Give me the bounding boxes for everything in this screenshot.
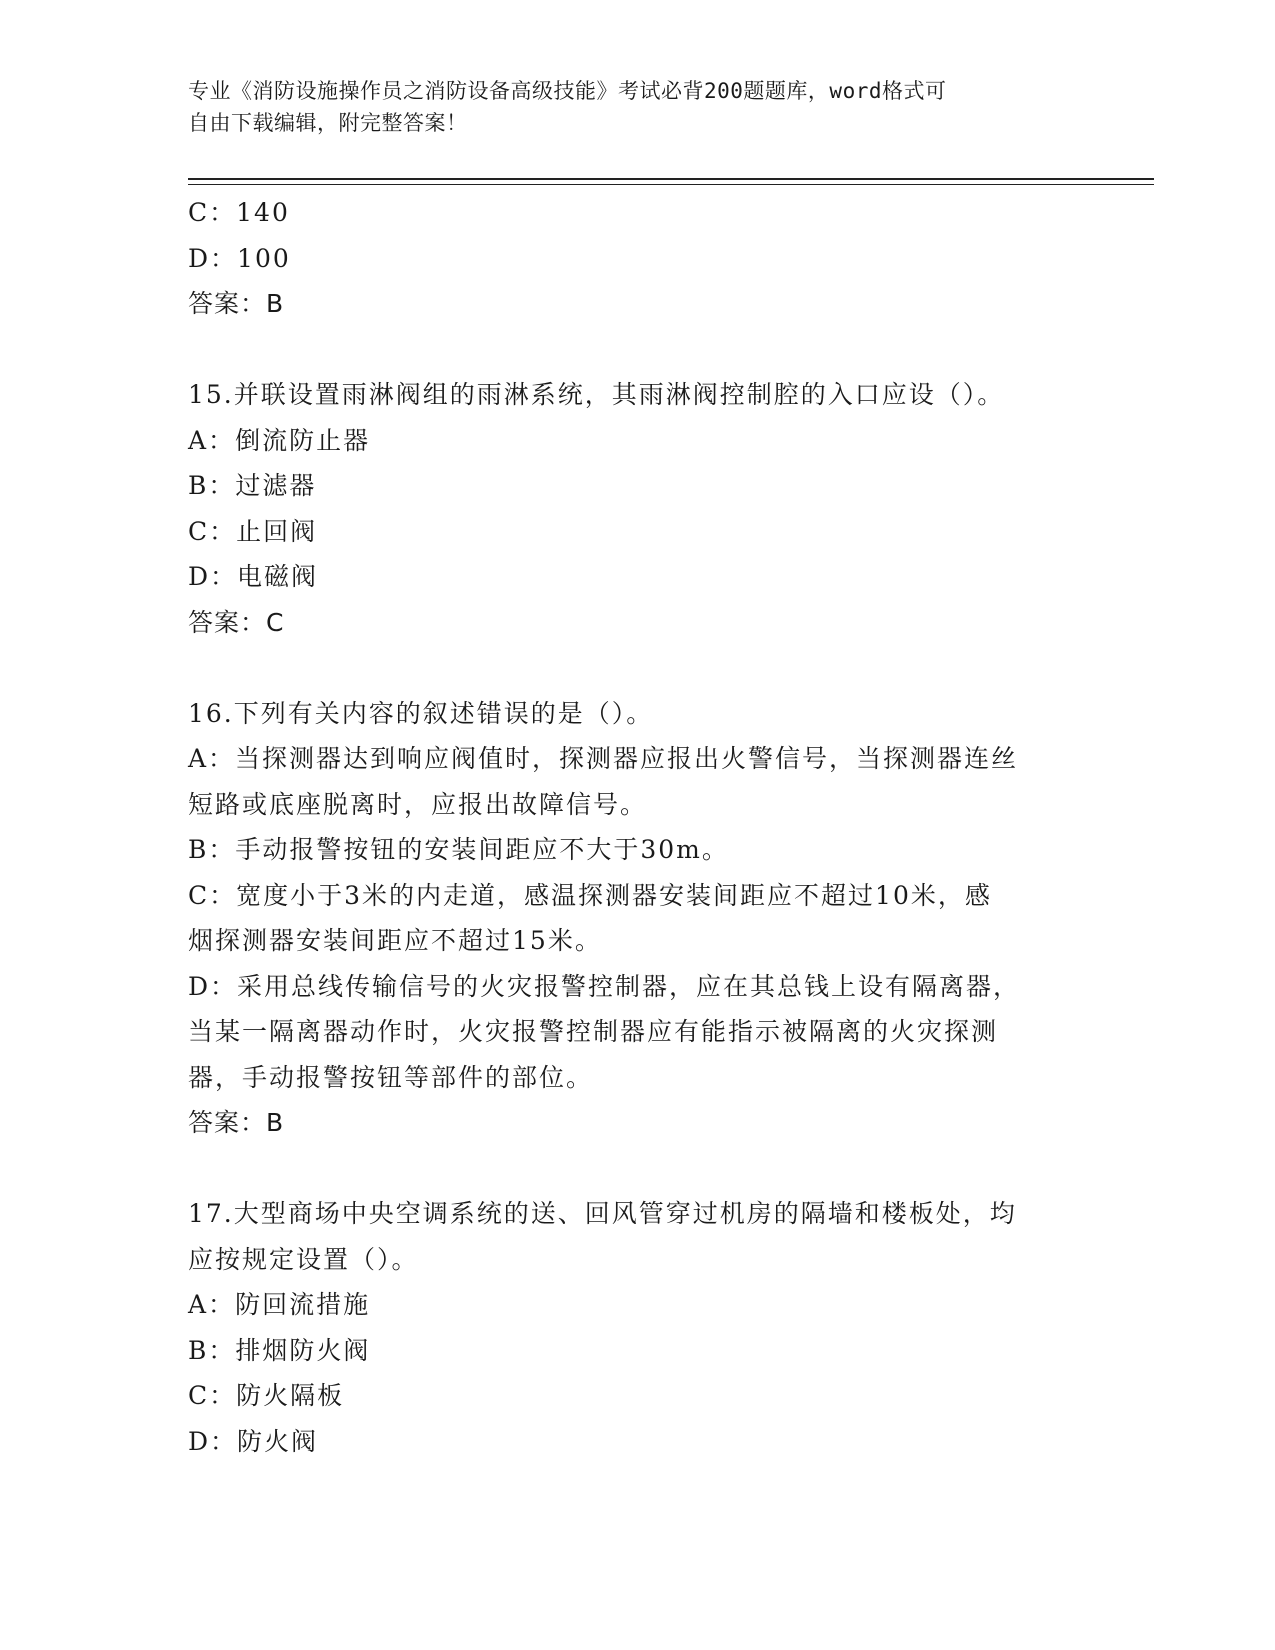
- header-line-2: 自由下载编辑，附完整答案！: [188, 111, 468, 135]
- question-stem-line-2: 应按规定设置（）。: [188, 1244, 419, 1274]
- option-c-line-2: 烟探测器安装间距应不超过15米。: [188, 926, 602, 955]
- question-prev: [188, 190, 1078, 327]
- option-a-line-2: 短路或底座脱离时，应报出故障信号。: [188, 789, 648, 819]
- option-d: D：防火阀: [188, 1426, 319, 1456]
- option-b: B：手动报警按钮的安装间距应不大于30m。: [188, 835, 729, 864]
- option-c-line-1: C：宽度小于3米的内走道，感温探测器安装间距应不超过10米，感: [188, 880, 992, 910]
- option-b: B：排烟防火阀: [188, 1335, 371, 1365]
- question-stem: 15.并联设置雨淋阀组的雨淋系统，其雨淋阀控制腔的入口应设（）。: [188, 380, 1005, 409]
- option-a: A：倒流防止器: [188, 425, 371, 455]
- option-c: C：止回阀: [188, 516, 318, 546]
- option-d-line-3: 器，手动报警按钮等部件的部位。: [188, 1062, 594, 1092]
- option-b: B：过滤器: [188, 471, 317, 500]
- question-16: [188, 691, 1078, 1146]
- option-c: C：防火隔板: [188, 1381, 345, 1410]
- question-15: [188, 372, 1078, 645]
- option-d: D：电磁阀: [188, 562, 319, 591]
- answer: 答案：B: [188, 289, 285, 318]
- answer: 答案：B: [188, 1108, 285, 1137]
- option-d-line-2: 当某一隔离器动作时，火灾报警控制器应有能指示被隔离的火灾探测: [188, 1017, 999, 1046]
- option-a: A：防回流措施: [188, 1290, 371, 1319]
- question-17: [188, 1191, 1078, 1464]
- option-d: D：100: [188, 243, 291, 273]
- document-body: [188, 190, 1078, 1464]
- header-rule-thin: [188, 184, 1154, 185]
- question-stem-line-1: 17.大型商场中央空调系统的送、回风管穿过机房的隔墙和楼板处，均: [188, 1199, 1017, 1228]
- header-rule-thick: [188, 178, 1154, 180]
- option-c: C：140: [188, 198, 290, 227]
- option-d-line-1: D：采用总线传输信号的火灾报警控制器，应在其总钱上设有隔离器，: [188, 971, 1021, 1001]
- question-stem: 16.下列有关内容的叙述错误的是（）。: [188, 698, 654, 728]
- answer: 答案：C: [188, 607, 285, 637]
- page-header: [188, 75, 1068, 139]
- header-line-1: 专业《消防设施操作员之消防设备高级技能》考试必背200题题库，word格式可: [188, 79, 947, 103]
- option-a-line-1: A：当探测器达到响应阀值时，探测器应报出火警信号，当探测器连丝: [188, 744, 1019, 773]
